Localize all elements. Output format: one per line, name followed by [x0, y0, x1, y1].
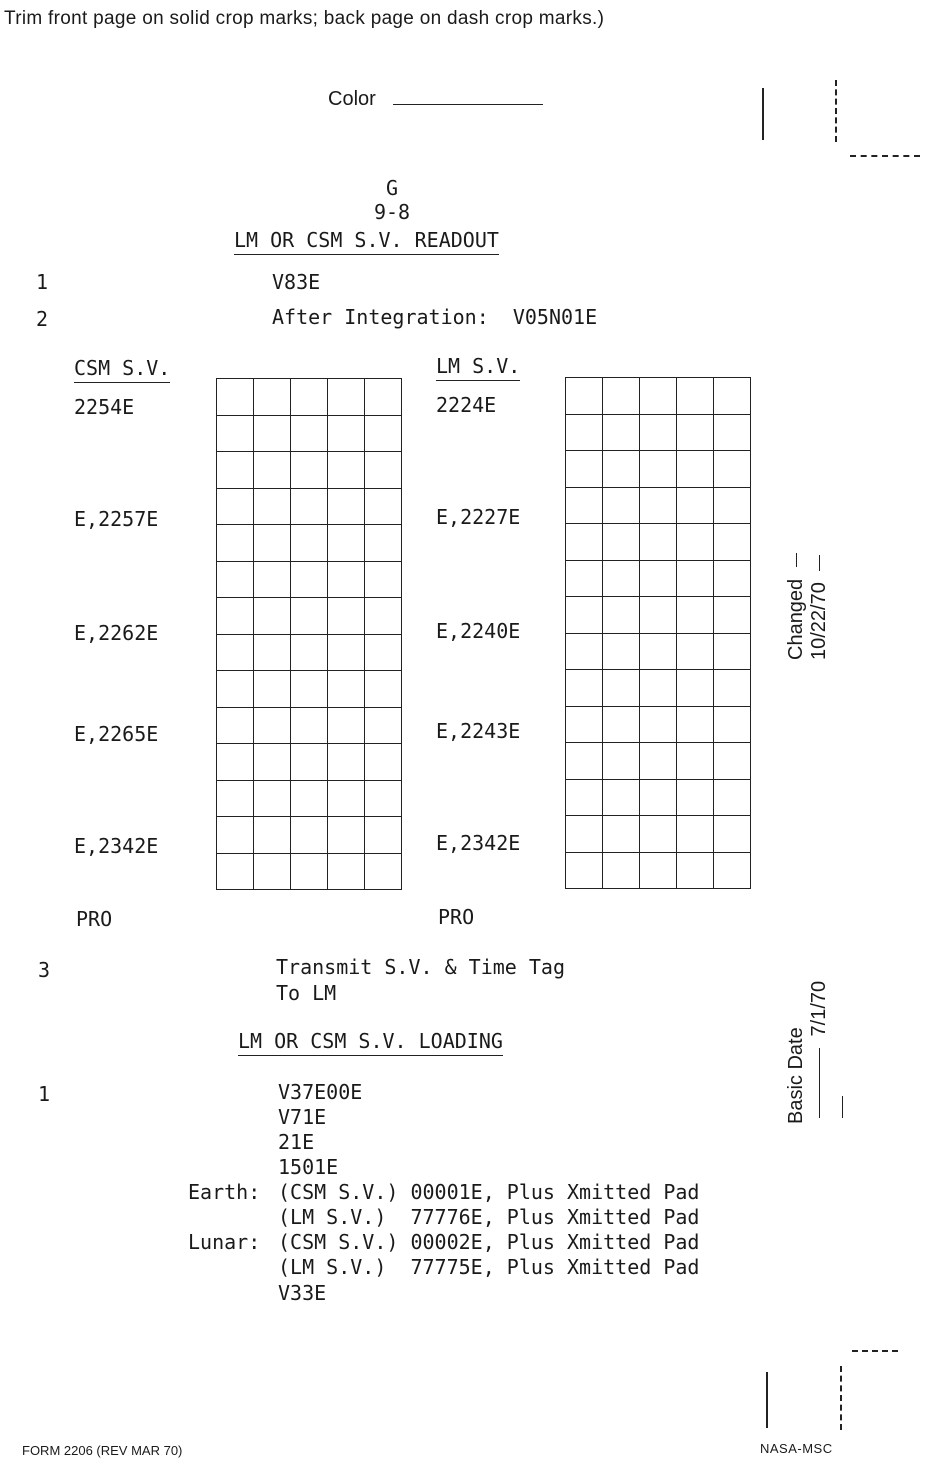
lm-code: 2224E — [436, 393, 497, 417]
grid-cell — [365, 379, 402, 416]
grid-cell — [291, 561, 328, 598]
basic-date-annotation — [785, 973, 854, 1124]
grid-cell — [254, 525, 291, 562]
changed-date: 10/22/70 — [808, 582, 830, 660]
grid-row — [566, 633, 751, 670]
color-label: Color — [328, 88, 376, 110]
loading-command-line: 21E — [278, 1130, 315, 1154]
grid-cell — [677, 560, 714, 597]
grid-row — [566, 487, 751, 524]
grid-cell — [217, 525, 254, 562]
grid-cell — [217, 415, 254, 452]
grid-cell — [217, 817, 254, 854]
grid-cell — [328, 525, 365, 562]
grid-cell — [677, 743, 714, 780]
lunar-csm-line: (CSM S.V.) 00002E, Plus Xmitted Pad — [278, 1230, 700, 1254]
grid-cell — [603, 706, 640, 743]
grid-cell — [291, 488, 328, 525]
grid-cell — [328, 707, 365, 744]
grid-cell — [254, 488, 291, 525]
grid-row — [566, 852, 751, 889]
grid-row — [217, 379, 402, 416]
earth-label: Earth: — [188, 1180, 261, 1204]
csm-readout-grid — [216, 378, 402, 890]
grid-cell — [566, 816, 603, 853]
earth-lm-line: (LM S.V.) 77776E, Plus Xmitted Pad — [278, 1205, 700, 1229]
grid-cell — [640, 414, 677, 451]
grid-cell — [677, 414, 714, 451]
grid-row — [566, 743, 751, 780]
grid-cell — [254, 853, 291, 890]
grid-cell — [603, 451, 640, 488]
lm-readout-grid — [565, 377, 751, 889]
grid-cell — [217, 707, 254, 744]
grid-row — [217, 853, 402, 890]
grid-cell — [566, 414, 603, 451]
grid-row — [566, 560, 751, 597]
grid-cell — [603, 597, 640, 634]
grid-cell — [328, 671, 365, 708]
grid-row — [566, 706, 751, 743]
grid-cell — [217, 853, 254, 890]
grid-cell — [677, 706, 714, 743]
grid-cell — [291, 598, 328, 635]
grid-row — [217, 452, 402, 489]
lunar-label: Lunar: — [188, 1230, 261, 1254]
grid-cell — [566, 487, 603, 524]
grid-cell — [254, 379, 291, 416]
grid-cell — [365, 415, 402, 452]
lm-heading: LM S.V. — [436, 354, 520, 381]
grid-cell — [566, 633, 603, 670]
grid-cell — [291, 744, 328, 781]
grid-row — [217, 817, 402, 854]
changed-annotation — [785, 509, 831, 660]
grid-cell — [677, 378, 714, 415]
csm-code: E,2262E — [74, 621, 159, 645]
grid-cell — [640, 597, 677, 634]
loading-command-line: 1501E — [278, 1155, 339, 1179]
grid-cell — [328, 379, 365, 416]
trim-note: Trim front page on solid crop marks; back page on dash crop marks.) — [4, 8, 605, 29]
step-text-2: After Integration: V05N01E — [272, 305, 598, 329]
grid-cell — [714, 597, 751, 634]
grid-cell — [328, 488, 365, 525]
grid-cell — [254, 671, 291, 708]
grid-cell — [640, 633, 677, 670]
crop-mark-dash-bottom-vertical — [840, 1366, 842, 1430]
csm-heading: CSM S.V. — [74, 356, 170, 383]
grid-cell — [291, 707, 328, 744]
step3-line1: Transmit S.V. & Time Tag — [276, 955, 565, 979]
crop-mark-solid-top — [762, 88, 764, 140]
grid-row — [217, 744, 402, 781]
basic-date-underline-left — [819, 1048, 820, 1118]
crop-mark-solid-bottom — [766, 1372, 768, 1428]
grid-cell — [714, 560, 751, 597]
grid-cell — [365, 488, 402, 525]
grid-cell — [603, 487, 640, 524]
changed-label: Changed — [785, 578, 807, 660]
changed-underline-left — [796, 553, 797, 567]
grid-cell — [365, 853, 402, 890]
grid-row — [566, 816, 751, 853]
grid-row — [566, 779, 751, 816]
grid-cell — [603, 670, 640, 707]
basic-date-underline-right — [842, 1096, 843, 1118]
grid-cell — [328, 415, 365, 452]
grid-cell — [714, 633, 751, 670]
grid-cell — [365, 598, 402, 635]
grid-cell — [640, 560, 677, 597]
loading-title: LM OR CSM S.V. LOADING — [238, 1029, 503, 1056]
csm-code: E,2265E — [74, 722, 159, 746]
section-letter: G — [385, 176, 399, 200]
grid-cell — [714, 524, 751, 561]
grid-cell — [254, 817, 291, 854]
crop-mark-dash-top-horizontal — [850, 155, 920, 157]
grid-cell — [677, 852, 714, 889]
grid-cell — [603, 779, 640, 816]
grid-cell — [714, 487, 751, 524]
grid-cell — [603, 633, 640, 670]
grid-cell — [714, 779, 751, 816]
grid-cell — [677, 779, 714, 816]
grid-cell — [640, 487, 677, 524]
grid-cell — [714, 378, 751, 415]
grid-cell — [217, 561, 254, 598]
agency-label: NASA-MSC — [760, 1441, 833, 1456]
step-number-2: 2 — [36, 307, 49, 331]
lm-code: E,2227E — [436, 505, 521, 529]
grid-cell — [640, 852, 677, 889]
grid-row — [566, 670, 751, 707]
grid-cell — [677, 597, 714, 634]
step-text-1: V83E — [272, 270, 321, 294]
grid-cell — [291, 817, 328, 854]
grid-cell — [254, 744, 291, 781]
readout-title: LM OR CSM S.V. READOUT — [234, 228, 499, 255]
grid-cell — [640, 451, 677, 488]
grid-cell — [291, 671, 328, 708]
grid-cell — [365, 780, 402, 817]
grid-row — [217, 671, 402, 708]
grid-cell — [714, 414, 751, 451]
grid-cell — [254, 561, 291, 598]
grid-cell — [217, 598, 254, 635]
grid-cell — [566, 597, 603, 634]
form-number: FORM 2206 (REV MAR 70) — [22, 1443, 183, 1458]
grid-cell — [677, 670, 714, 707]
grid-cell — [328, 598, 365, 635]
loading-final-command: V33E — [278, 1281, 327, 1305]
grid-row — [217, 488, 402, 525]
grid-cell — [677, 451, 714, 488]
grid-cell — [714, 816, 751, 853]
grid-cell — [677, 633, 714, 670]
grid-row — [566, 597, 751, 634]
grid-cell — [365, 671, 402, 708]
step-number-3: 3 — [38, 958, 51, 982]
grid-cell — [677, 524, 714, 561]
grid-cell — [714, 852, 751, 889]
lm-code: E,2342E — [436, 831, 521, 855]
changed-underline-right — [819, 555, 820, 571]
grid-row — [217, 598, 402, 635]
grid-cell — [566, 779, 603, 816]
grid-cell — [254, 707, 291, 744]
grid-cell — [640, 378, 677, 415]
grid-cell — [640, 743, 677, 780]
step-number-1: 1 — [36, 270, 49, 294]
grid-cell — [566, 743, 603, 780]
csm-code: E,2257E — [74, 507, 159, 531]
lm-code: E,2240E — [436, 619, 521, 643]
grid-cell — [217, 634, 254, 671]
grid-cell — [291, 415, 328, 452]
grid-cell — [566, 560, 603, 597]
grid-cell — [291, 853, 328, 890]
grid-cell — [328, 744, 365, 781]
grid-cell — [603, 414, 640, 451]
grid-cell — [566, 451, 603, 488]
grid-cell — [328, 561, 365, 598]
grid-cell — [566, 706, 603, 743]
grid-cell — [603, 524, 640, 561]
grid-row — [566, 451, 751, 488]
grid-cell — [603, 560, 640, 597]
grid-cell — [640, 706, 677, 743]
basic-date-label: Basic Date — [785, 1027, 807, 1124]
grid-cell — [677, 816, 714, 853]
lm-code: E,2243E — [436, 719, 521, 743]
grid-cell — [328, 780, 365, 817]
page-number: 9-8 — [373, 200, 411, 224]
grid-row — [566, 378, 751, 415]
grid-cell — [365, 561, 402, 598]
grid-cell — [677, 487, 714, 524]
loading-command-line: V71E — [278, 1105, 327, 1129]
grid-cell — [328, 634, 365, 671]
grid-cell — [603, 816, 640, 853]
crop-mark-dash-bottom-horizontal — [852, 1350, 898, 1352]
grid-row — [566, 524, 751, 561]
grid-row — [217, 780, 402, 817]
grid-cell — [714, 451, 751, 488]
grid-cell — [217, 452, 254, 489]
crop-mark-dash-top-vertical — [835, 80, 837, 142]
earth-csm-line: (CSM S.V.) 00001E, Plus Xmitted Pad — [278, 1180, 700, 1204]
lunar-lm-line: (LM S.V.) 77775E, Plus Xmitted Pad — [278, 1255, 700, 1279]
grid-cell — [365, 634, 402, 671]
grid-cell — [217, 488, 254, 525]
grid-cell — [603, 378, 640, 415]
grid-cell — [714, 743, 751, 780]
grid-cell — [365, 525, 402, 562]
grid-cell — [640, 670, 677, 707]
grid-cell — [365, 744, 402, 781]
grid-cell — [714, 670, 751, 707]
grid-cell — [217, 379, 254, 416]
grid-cell — [365, 707, 402, 744]
csm-code: PRO — [76, 907, 113, 931]
grid-cell — [254, 780, 291, 817]
grid-cell — [566, 378, 603, 415]
grid-cell — [291, 379, 328, 416]
grid-cell — [291, 634, 328, 671]
grid-cell — [640, 816, 677, 853]
grid-cell — [603, 743, 640, 780]
grid-cell — [254, 634, 291, 671]
step3-line2: To LM — [276, 981, 337, 1005]
grid-row — [217, 707, 402, 744]
grid-row — [217, 525, 402, 562]
grid-cell — [328, 452, 365, 489]
grid-cell — [217, 780, 254, 817]
loading-command-line: V37E00E — [278, 1080, 363, 1104]
grid-row — [217, 634, 402, 671]
csm-code: 2254E — [74, 395, 135, 419]
grid-cell — [365, 817, 402, 854]
grid-cell — [254, 415, 291, 452]
csm-code: E,2342E — [74, 834, 159, 858]
grid-cell — [365, 452, 402, 489]
grid-cell — [328, 817, 365, 854]
basic-date-value: 7/1/70 — [808, 980, 830, 1037]
grid-row — [217, 561, 402, 598]
grid-cell — [566, 852, 603, 889]
grid-cell — [640, 779, 677, 816]
grid-cell — [328, 853, 365, 890]
grid-cell — [217, 671, 254, 708]
lm-code: PRO — [438, 905, 475, 929]
grid-row — [566, 414, 751, 451]
grid-cell — [566, 524, 603, 561]
grid-cell — [291, 780, 328, 817]
grid-cell — [217, 744, 254, 781]
grid-cell — [254, 452, 291, 489]
grid-cell — [566, 670, 603, 707]
grid-cell — [254, 598, 291, 635]
grid-cell — [640, 524, 677, 561]
grid-cell — [291, 525, 328, 562]
color-blank-line — [393, 104, 543, 105]
grid-cell — [714, 706, 751, 743]
loading-commands — [278, 1080, 362, 1180]
grid-cell — [291, 452, 328, 489]
loading-step-number: 1 — [38, 1082, 51, 1106]
grid-cell — [603, 852, 640, 889]
grid-row — [217, 415, 402, 452]
